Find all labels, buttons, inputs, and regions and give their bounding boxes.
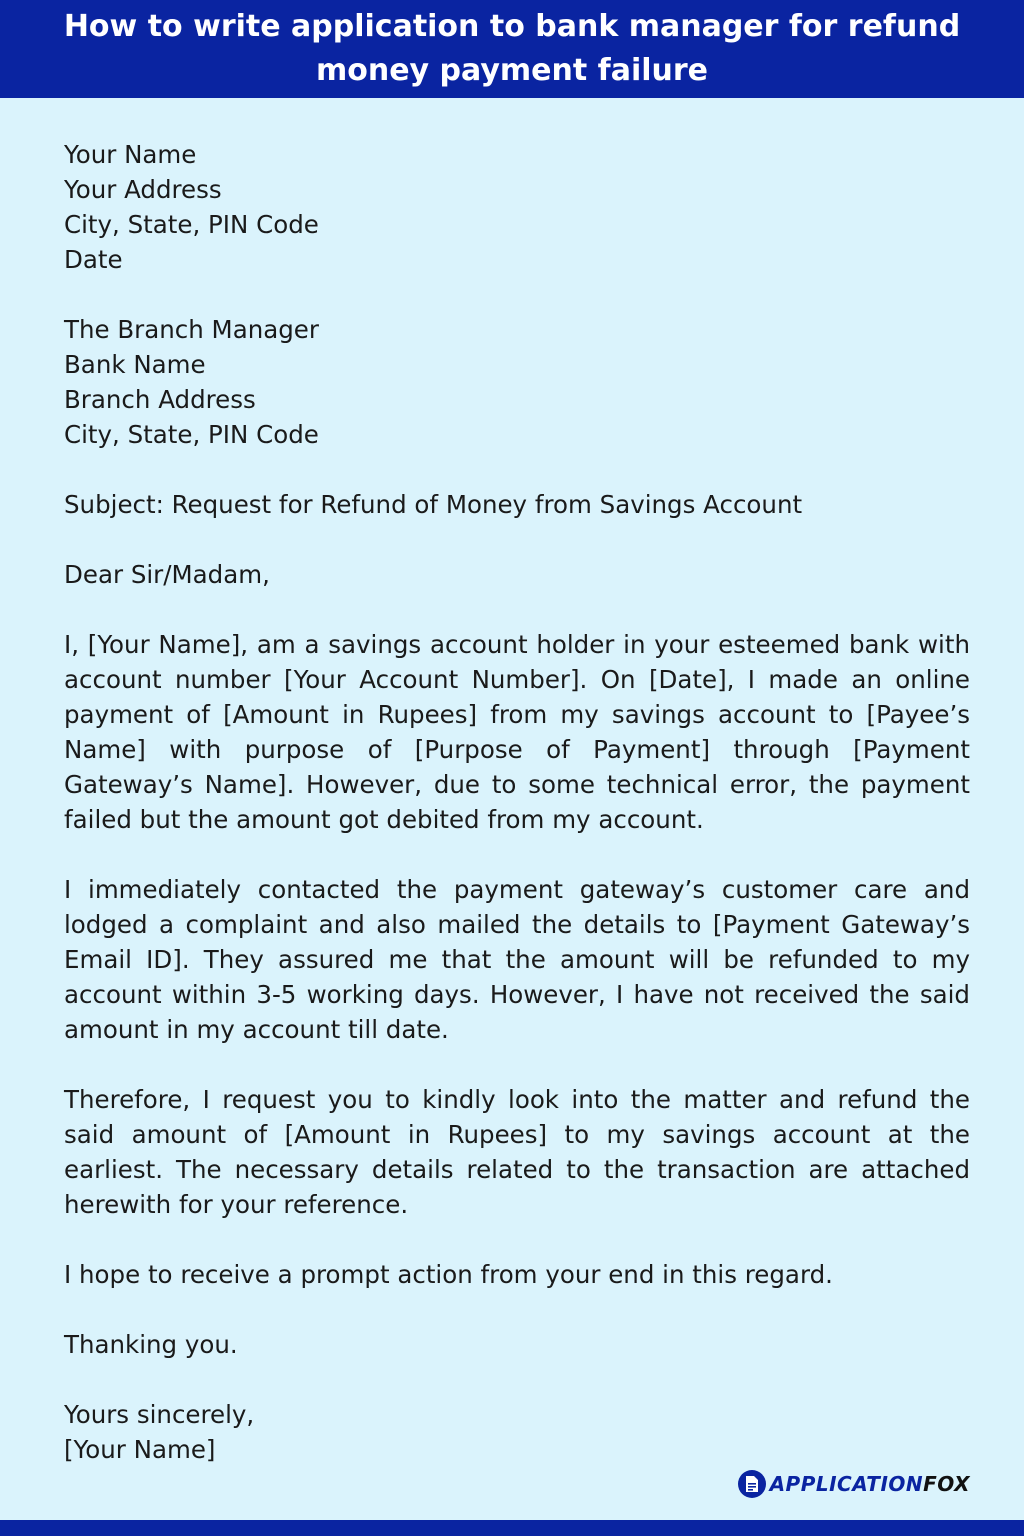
body-paragraph: I immediately contacted the payment gateway’s customer care and lodged a complaint and also mailed the details to [Payment Gateway’s Email ID]. They assured me that the amount will be refunded to my account within 3-5 working days. However, I have not received the said amount in my account till date. [64,875,970,1044]
page-header [0,0,1024,98]
letter-salutation: Dear Sir/Madam, [64,560,270,589]
closing-name: [Your Name] [64,1435,216,1464]
recipient-address: Branch Address [64,385,256,414]
brand-name [770,1472,970,1496]
recipient-block [64,312,970,452]
recipient-bank: Bank Name [64,350,206,379]
footer-bar [0,1520,1024,1536]
body-paragraph: I hope to receive a prompt action from your end in this regard. [64,1260,833,1289]
brand-name-part1: APPLICATION [769,1472,924,1496]
sender-block [64,137,970,277]
brand-name-part2: FOX [923,1472,970,1496]
closing-thanks: Thanking you. [64,1330,238,1359]
closing-signoff: Yours sincerely, [64,1400,255,1429]
sender-address: Your Address [64,175,222,204]
letter-subject: Subject: Request for Refund of Money from Savings Account [64,490,803,519]
letter-body [64,137,970,1467]
page-title: How to write application to bank manager for refund money payment failure [63,9,961,88]
sender-name: Your Name [64,140,197,169]
brand-logo [738,1470,970,1498]
recipient-title: The Branch Manager [64,315,319,344]
sender-city: City, State, PIN Code [64,210,319,239]
letter-date: Date [64,245,123,274]
body-paragraph: Therefore, I request you to kindly look into the matter and refund the said amount of [Amount in Rupees] to my savings account at the earliest. The necessary details related to the transaction are attached herewith for your reference. [64,1085,970,1219]
document-icon [738,1470,766,1498]
recipient-city: City, State, PIN Code [64,420,319,449]
body-paragraph: I, [Your Name], am a savings account holder in your esteemed bank with account number [Your Account Number]. On [Date], I made an online payment of [Amount in Rupees] from my savings account to [Payee’s Name] with purpose of [Purpose of Payment] through [Payment Gateway’s Name]. However, due to some technical error, the payment failed but the amount got debited from my account. [64,630,970,834]
